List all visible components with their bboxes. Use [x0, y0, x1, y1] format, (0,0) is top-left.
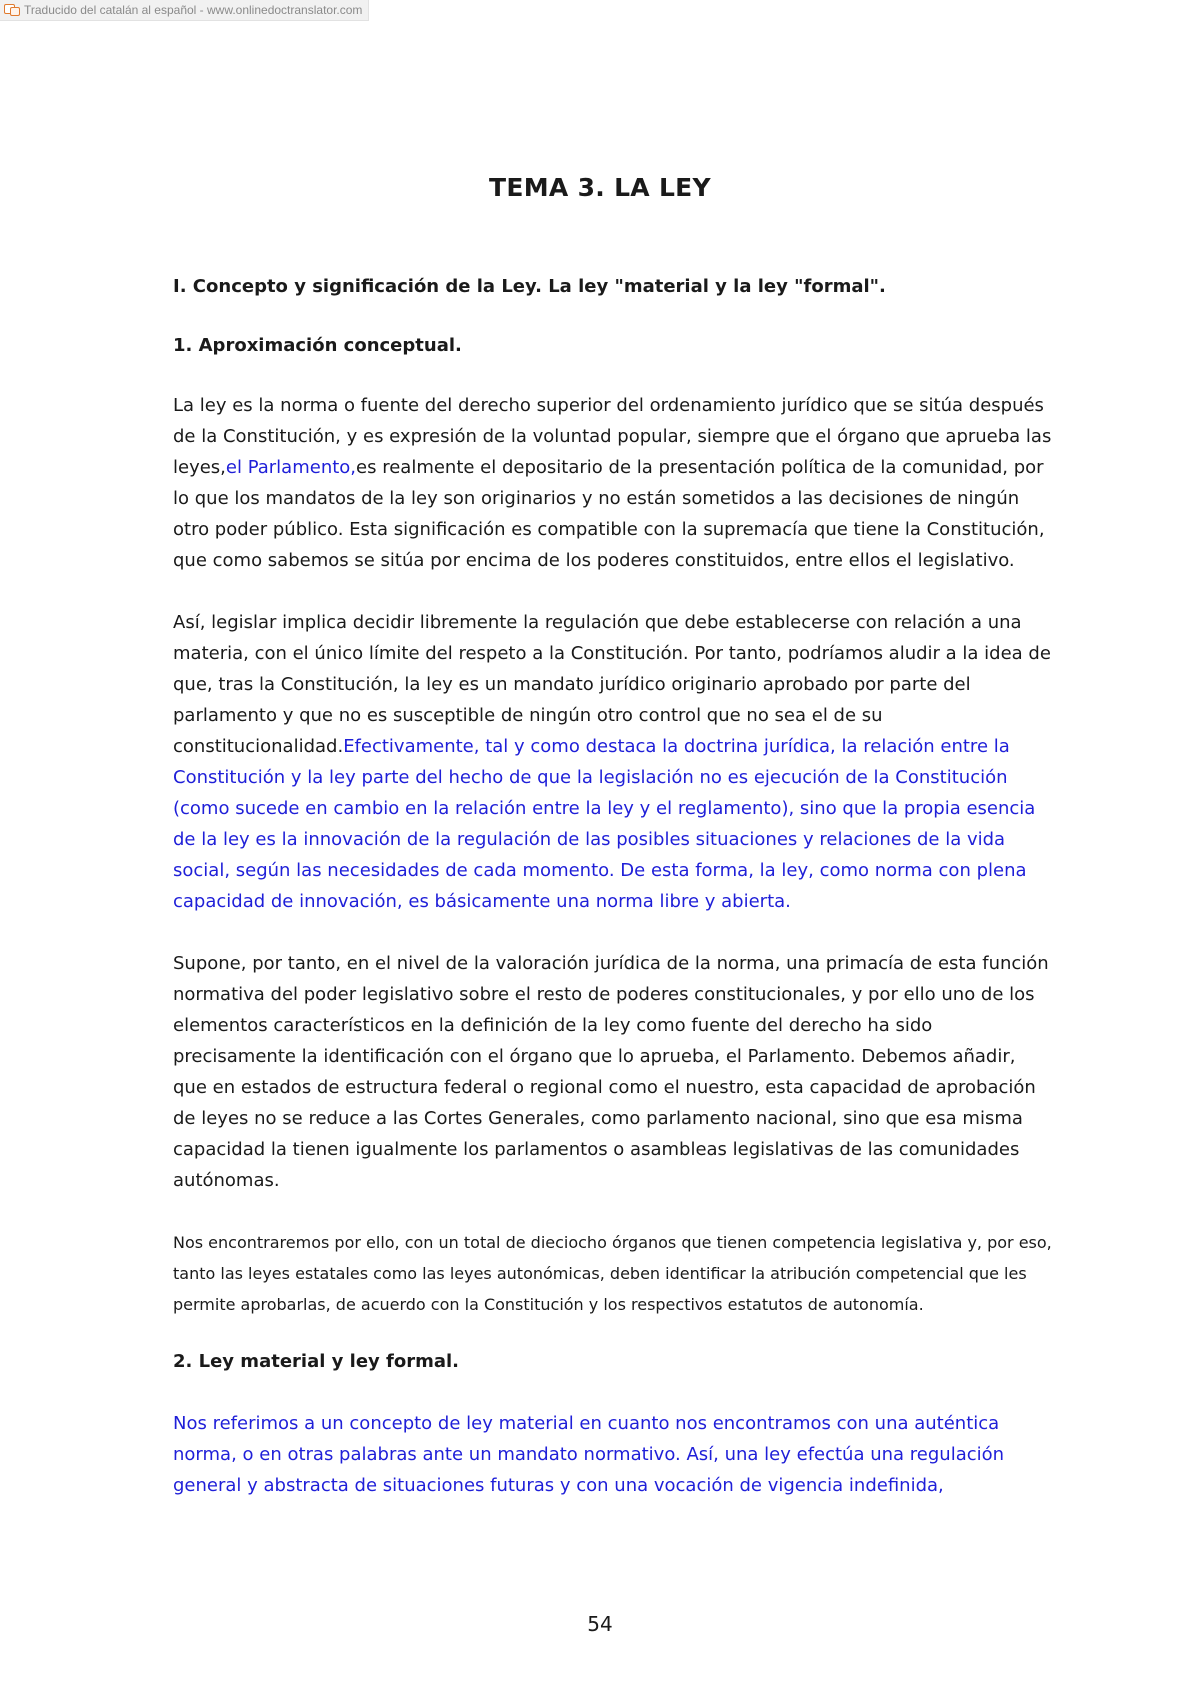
paragraph-3: Supone, por tanto, en el nivel de la valoración jurídica de la norma, una primacía de esta función normativa del poder legislativo sobre el resto de poderes constitucionales, y por ello uno de los elementos característicos en la definición de la ley como fuente del derecho ha sido precisamente la identificación con el órgano que lo aprueba, el Parlamento. Debemos añadir, que en estados de estructura federal o regional como el nuestro, esta capacidad de aprobación de leyes no se reduce a las Cortes Generales, como parlamento nacional, sino que esa misma capacidad la tienen igualmente los parlamentos o asambleas legislativas de las comunidades autónomas. [173, 953, 1049, 1191]
paragraph-2-text-a: Así, legislar implica decidir libremente la regulación que debe establecerse con relación a una materia, con el único límite del respeto a la Constitución. Por tanto, podríamos aludir a la idea de que, tras la Constitución, la ley es un mandato jurídico originario aprobado por parte del parlamento y que no es susceptible de ningún otro control que no sea el de su constitucionalidad. [173, 612, 1051, 757]
paragraph-4: Nos encontraremos por ello, con un total de dieciocho órganos que tienen competencia legislativa y, por eso, tanto las leyes estatales como las leyes autonómicas, deben identificar la atribución competencial que les permite aprobarlas, de acuerdo con la Constitución y los respectivos estatutos de autonomía. [173, 1233, 1052, 1314]
paragraph-5: Nos referimos a un concepto de ley material en cuanto nos encontramos con una auténtica norma, o en otras palabras ante un mandato normativo. Así, una ley efectúa una regulación general y abstracta de situaciones futuras y con una vocación de vigencia indefinida, [173, 1413, 1005, 1496]
translator-banner[interactable] [0, 0, 369, 21]
translate-icon [4, 4, 20, 16]
paragraph-2 [173, 607, 1053, 917]
paragraph-1 [173, 390, 1053, 576]
paragraph-1-highlight: el Parlamento, [225, 457, 357, 478]
page-title: TEMA 3. LA LEY [489, 173, 711, 202]
document-body [173, 275, 1053, 1501]
paragraph-1-text-a: La ley es la norma o fuente del derecho superior del ordenamiento jurídico que se sitúa después de la Constitución, y es expresión de la voluntad popular, siempre que el órgano que aprueba las leyes, [173, 395, 1052, 478]
translator-banner-text: Traducido del catalán al español - www.onlinedoctranslator.com [24, 3, 363, 17]
subsection-heading-material: 2. Ley material y ley formal. [173, 1351, 460, 1372]
section-heading: I. Concepto y significación de la Ley. La ley "material y la ley "formal". [173, 276, 886, 297]
page-number: 54 [587, 1612, 613, 1636]
paragraph-1-text-c: es realmente el depositario de la presentación política de la comunidad, por lo que los mandatos de la ley son originarios y no están sometidos a las decisiones de ningún otro poder público. Esta significación es compatible con la supremacía que tiene la Constitución, que como sabemos se sitúa por encima de los poderes constituidos, entre ellos el legislativo. [173, 457, 1045, 571]
subsection-heading-concept: 1. Aproximación conceptual. [173, 335, 462, 356]
paragraph-2-highlight: Efectivamente, tal y como destaca la doctrina jurídica, la relación entre la Constitución y la ley parte del hecho de que la legislación no es ejecución de la Constitución (como sucede en cambio en la relación entre la ley y el reglamento), sino que la propia esencia de la ley es la innovación de la regulación de las posibles situaciones y relaciones de la vida social, según las necesidades de cada momento. De esta forma, la ley, como norma con plena capacidad de innovación, es básicamente una norma libre y abierta. [173, 736, 1036, 912]
